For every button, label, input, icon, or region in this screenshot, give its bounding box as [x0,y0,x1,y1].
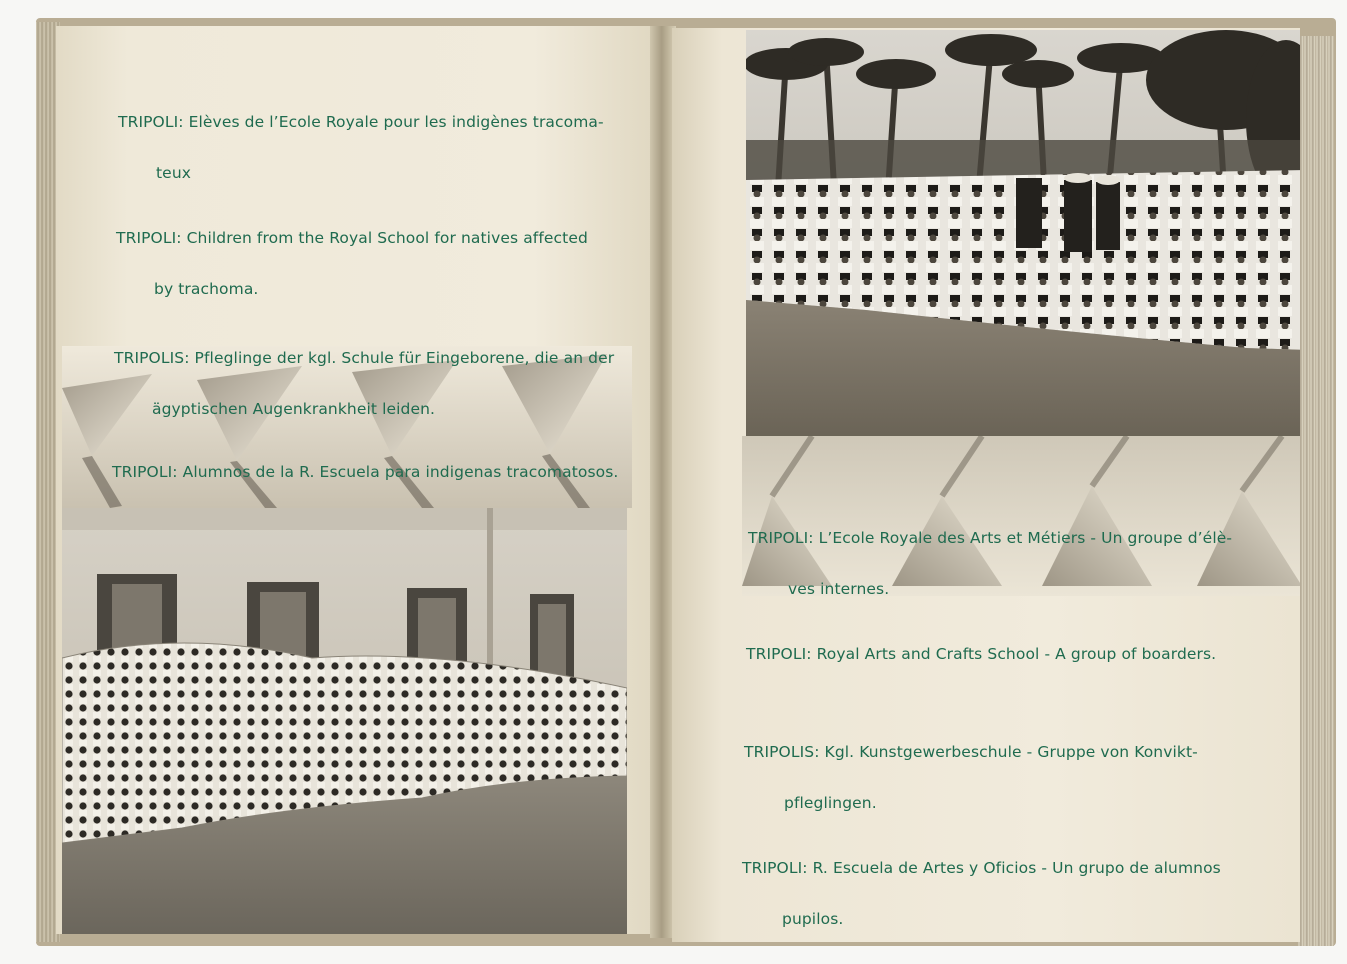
caption-line: TRIPOLI: Alumnos de la R. Escuela para indigenas tracomatosos. [112,463,619,481]
caption-line: ägyptischen Augenkrankheit leiden. [152,400,436,418]
caption-line: by trachoma. [154,280,259,298]
caption-english [116,196,588,332]
caption-spanish [742,826,1221,942]
caption-line: teux [156,164,192,182]
caption-line: TRIPOLI: L’Ecole Royale des Arts et Métiers - Un groupe d’élè- [748,529,1233,547]
right-page [672,28,1300,942]
caption-line: pupilos. [782,910,844,928]
caption-line: pfleglingen. [784,794,877,812]
caption-line: TRIPOLI: Royal Arts and Crafts School - A group of boarders. [746,645,1217,663]
caption-line: TRIPOLIS: Pfleglinge der kgl. Schule für Eingeborene, die an der [114,349,615,367]
photo-school-children [62,508,627,934]
caption-line: TRIPOLIS: Kgl. Kunstgewerbeschule - Gruppe von Konvikt- [744,743,1198,761]
photo-arts-crafts-boarders [746,30,1300,438]
caption-line: ves internes. [788,580,890,598]
caption-line: TRIPOLI: R. Escuela de Artes y Oficios - Un grupo de alumnos [742,859,1221,877]
caption-spanish [112,430,618,515]
caption-line: TRIPOLI: Children from the Royal School for natives affected [116,229,588,247]
caption-french [748,496,1232,632]
left-page [56,26,654,934]
caption-line: TRIPOLI: Elèves de l’Ecole Royale pour les indigènes tracoma- [118,113,604,131]
page-edges-right [1298,36,1334,946]
